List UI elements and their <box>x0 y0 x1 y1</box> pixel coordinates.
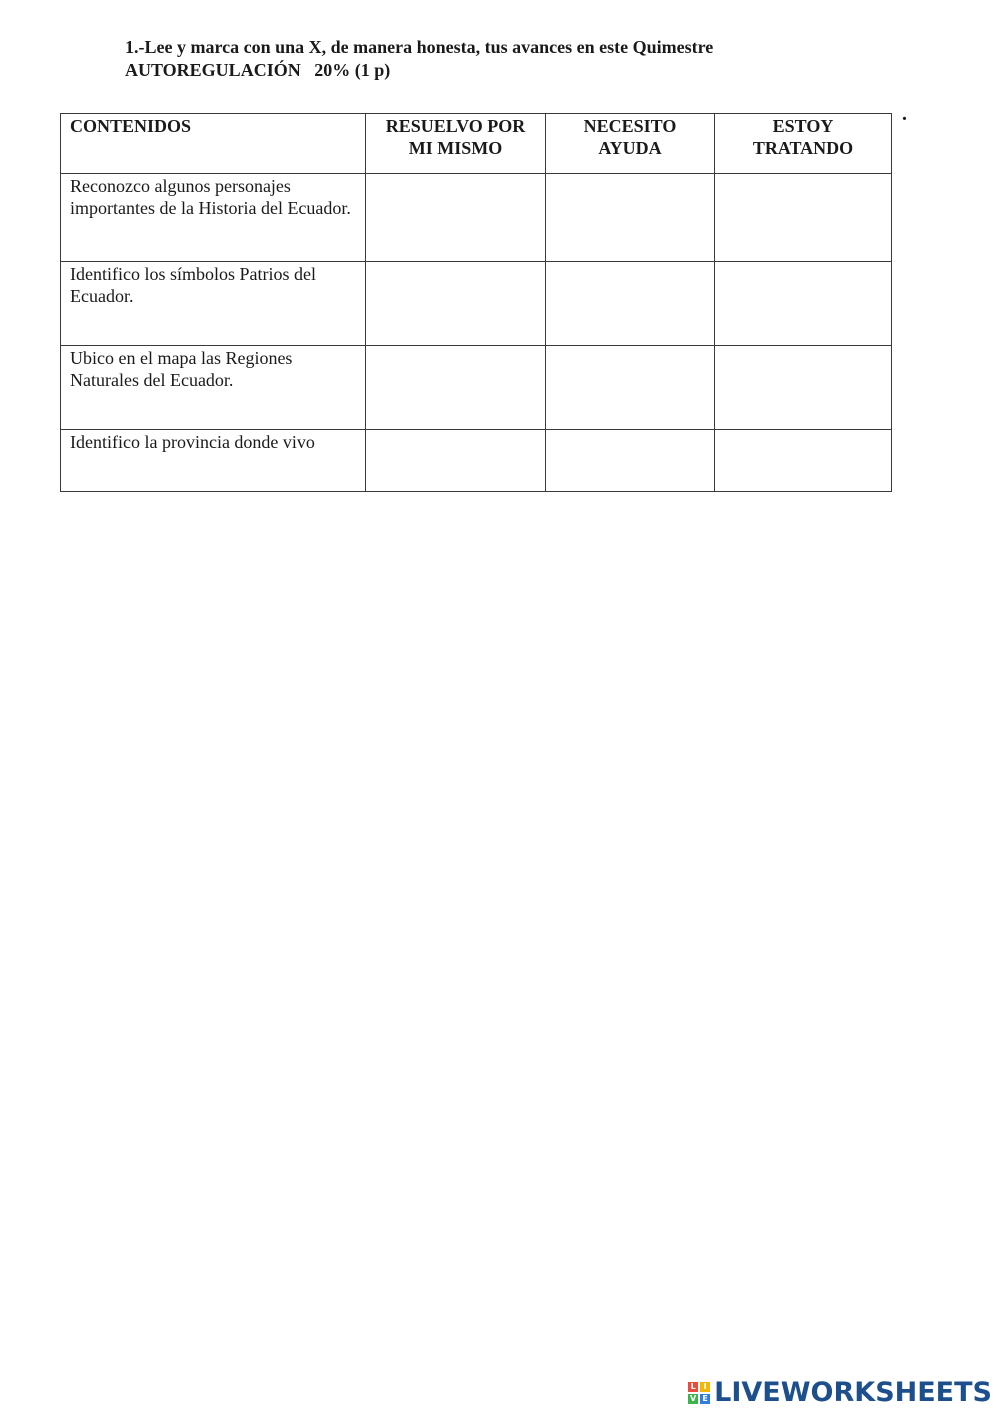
estoy-mark-cell[interactable] <box>715 262 892 346</box>
contenido-cell: Identifico los símbolos Patrios del Ecuador. <box>61 262 366 346</box>
estoy-mark-cell[interactable] <box>715 430 892 492</box>
self-assessment-table <box>60 113 892 492</box>
live-logo-icon <box>688 1382 710 1404</box>
liveworksheets-logo <box>688 1377 992 1408</box>
estoy-mark-cell[interactable] <box>715 174 892 262</box>
column-header-necesito: NECESITO AYUDA <box>546 114 715 174</box>
estoy-mark-cell[interactable] <box>715 346 892 430</box>
section-title: AUTOREGULACIÓN 20% (1 p) <box>125 60 391 80</box>
logo-mark-tile: I <box>700 1382 710 1392</box>
contenido-cell: Reconozco algunos personajes importantes de la Historia del Ecuador. <box>61 174 366 262</box>
instruction-line: 1.-Lee y marca con una X, de manera honesta, tus avances en este Quimestre <box>125 37 714 57</box>
contenido-cell: Ubico en el mapa las Regiones Naturales del Ecuador. <box>61 346 366 430</box>
necesito-mark-cell[interactable] <box>546 174 715 262</box>
table-header-row <box>61 114 892 174</box>
column-header-estoy: ESTOY TRATANDO <box>715 114 892 174</box>
column-header-resuelvo: RESUELVO POR MI MISMO <box>366 114 546 174</box>
instructions-header <box>125 36 713 82</box>
necesito-mark-cell[interactable] <box>546 430 715 492</box>
contenido-cell: Identifico la provincia donde vivo <box>61 430 366 492</box>
stray-dot: . <box>902 103 907 125</box>
table-row <box>61 262 892 346</box>
logo-wordmark: LIVEWORKSHEETS <box>714 1377 992 1408</box>
logo-mark-tile: V <box>690 1393 697 1403</box>
column-header-contenidos: CONTENIDOS <box>61 114 366 174</box>
necesito-mark-cell[interactable] <box>546 346 715 430</box>
table-row <box>61 174 892 262</box>
necesito-mark-cell[interactable] <box>546 262 715 346</box>
table-row <box>61 346 892 430</box>
resuelvo-mark-cell[interactable] <box>366 262 546 346</box>
resuelvo-mark-cell[interactable] <box>366 174 546 262</box>
resuelvo-mark-cell[interactable] <box>366 430 546 492</box>
table-row <box>61 430 892 492</box>
logo-mark-tile: L <box>688 1382 698 1392</box>
resuelvo-mark-cell[interactable] <box>366 346 546 430</box>
logo-mark-tile: E <box>700 1394 710 1404</box>
